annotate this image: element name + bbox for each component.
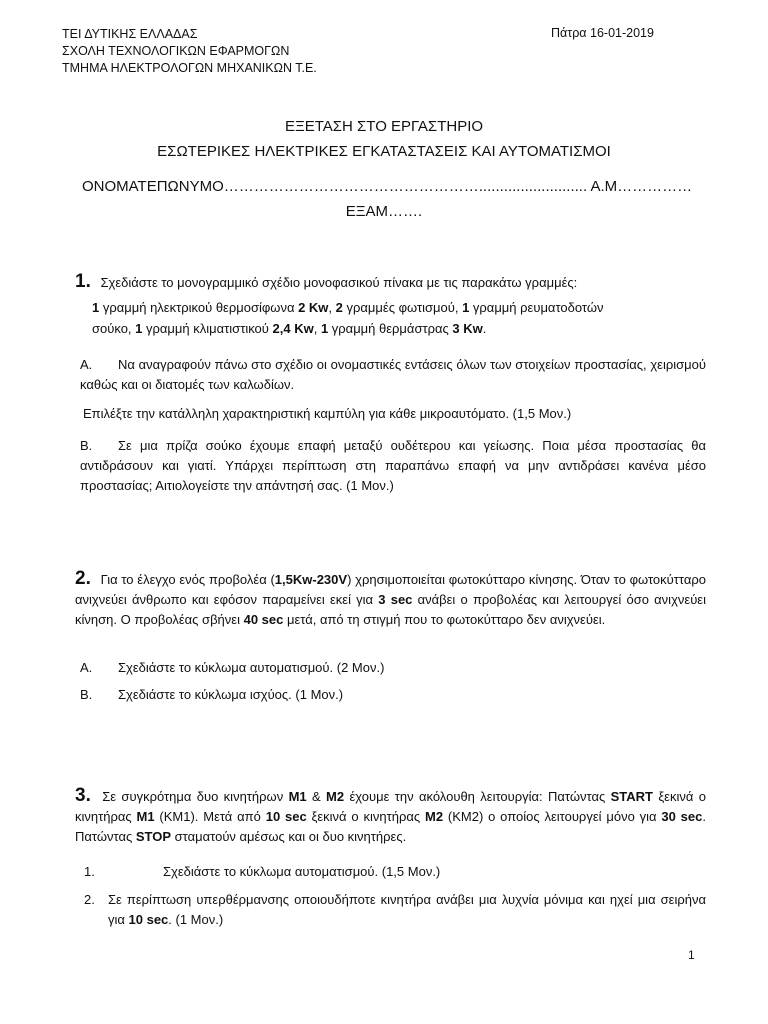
q2-part-b-text: Σχεδιάστε το κύκλωμα ισχύος. (1 Μον.): [118, 687, 344, 702]
question-1-note: Επιλέξτε την κατάλληλη χαρακτηριστική καμπύλη για κάθε μικροαυτόματο. (1,5 Μον.): [83, 406, 572, 421]
institution-line-3: ΤΜΗΜΑ ΗΛΕΚΤΡΟΛΟΓΩΝ ΜΗΧΑΝΙΚΩΝ Τ.Ε.: [62, 61, 317, 75]
question-3-number: 3.: [75, 785, 91, 806]
part-a-text: Να αναγραφούν πάνω στο σχέδιο οι ονομαστικές εντάσεις όλων των στοιχείων προστασίας, χειρισμού καθώς και οι διατομές των καλωδίων.: [80, 357, 706, 392]
question-2-text: 2. Για το έλεγχο ενός προβολέα (1,5Kw-230V) χρησιμοποιείται φωτοκύτταρο κίνησης. Όταν το φωτοκύτταρο ανιχνεύει άνθρωπο και εφόσον παραμείνει εκεί για 3 sec ανάβει ο προβολέας και λειτουργεί όσο ανιχνεύει κίνηση. Ο προβολέας σβήνει 40 sec μετά, από τη στιγμή που το φωτοκύτταρο δεν ανιχνεύει.: [75, 568, 706, 627]
part-b-label: Β.: [80, 438, 93, 453]
page-number: 1: [688, 948, 695, 962]
question-2-number: 2.: [75, 568, 91, 589]
q2-part-a-text: Σχεδιάστε το κύκλωμα αυτοματισμού. (2 Μον.): [118, 660, 385, 675]
part-a-label: Α.: [80, 357, 93, 372]
question-3-item-2: [84, 890, 706, 930]
date: Πάτρα 16-01-2019: [551, 26, 654, 40]
q2-part-a-label: Α.: [80, 660, 93, 675]
part-b-text: Σε μια πρίζα σούκο έχουμε επαφή μεταξύ ουδέτερου και γείωσης. Ποια μέσα προστασίας θα αντιδράσουν και γιατί. Υπάρχει περίπτωση στη παραπάνω επαφή να μην αντιδράσει κανένα μέσο προστασίας; Αιτιολογείστε την απάντησή σας. (1 Μον.): [80, 438, 706, 493]
question-3-item-1: [84, 862, 706, 882]
question-1-number: 1.: [75, 271, 91, 292]
q3-item-1-text: Σχεδιάστε το κύκλωμα αυτοματισμού. (1,5 Μον.): [163, 864, 441, 879]
question-1-part-a: [80, 355, 706, 395]
institution-line-2: ΣΧΟΛΗ ΤΕΧΝΟΛΟΓΙΚΩΝ ΕΦΑΡΜΟΓΩΝ: [62, 44, 290, 58]
exam-title: ΕΞΕΤΑΣΗ ΣΤΟ ΕΡΓΑΣΤΗΡΙΟ: [284, 118, 484, 135]
question-1-part-b: [80, 436, 706, 496]
question-1-heading: [75, 271, 577, 293]
student-name-line: ΟΝΟΜΑΤΕΠΩΝΥΜΟ…………………………………………….......................... Α.Μ……………: [82, 178, 693, 195]
q3-item-2-text: Σε περίπτωση υπερθέρμανσης οποιουδήποτε κινητήρα ανάβει μια λυχνία μόνιμα και ηχεί μια σειρήνα για 10 sec. (1 Μον.): [108, 892, 706, 927]
institution-header: [62, 26, 317, 77]
question-2-part-a: [80, 658, 706, 678]
q3-item-2-label: 2.: [84, 892, 95, 907]
question-1-lines-2: σούκο, 1 γραμμή κλιματιστικού 2,4 Kw, 1 γραμμή θερμάστρας 3 Kw.: [92, 321, 487, 336]
semester-line: ΕΞΑΜ…….: [345, 203, 423, 220]
institution-line-1: ΤΕΙ ΔΥΤΙΚΗΣ ΕΛΛΑΔΑΣ: [62, 27, 198, 41]
question-3-text: 3. Σε συγκρότημα δυο κινητήρων M1 & M2 έχουμε την ακόλουθη λειτουργία: Πατώντας START ξεκινά ο κινητήρας M1 (KM1). Μετά από 10 sec ξεκινά ο κινητήρας M2 (KM2) ο οποίος λειτουργεί μόνο για 30 sec. Πατώντας STOP σταματούν αμέσως και οι δυο κινητήρες.: [75, 785, 706, 844]
question-2-part-b: [80, 685, 706, 705]
question-1-lines-1: 1 γραμμή ηλεκτρικού θερμοσίφωνα 2 Kw, 2 γραμμές φωτισμού, 1 γραμμή ρευματοδοτών: [92, 300, 604, 315]
course-title: ΕΣΩΤΕΡΙΚΕΣ ΗΛΕΚΤΡΙΚΕΣ ΕΓΚΑΤΑΣΤΑΣΕΙΣ ΚΑΙ ΑΥΤΟΜΑΤΙΣΜΟΙ: [157, 143, 611, 160]
q3-item-1-label: 1.: [84, 864, 95, 879]
question-1-intro: Σχεδιάστε το μονογραμμικό σχέδιο μονοφασικού πίνακα με τις παρακάτω γραμμές:: [100, 275, 578, 290]
q2-part-b-label: Β.: [80, 687, 93, 702]
